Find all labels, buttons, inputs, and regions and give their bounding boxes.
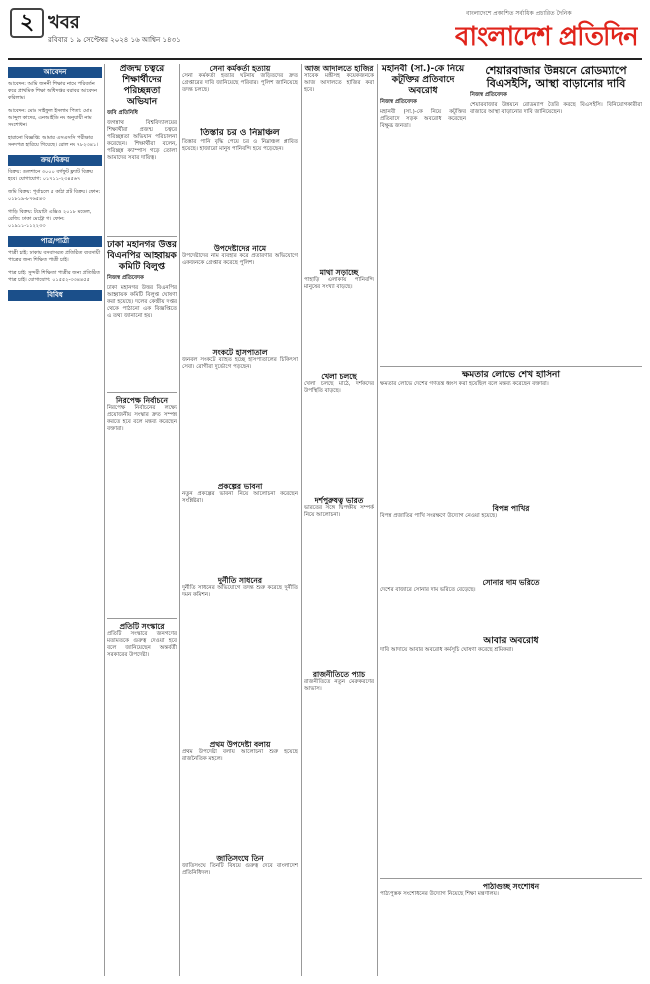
classifieds-column: [8, 64, 102, 976]
headline: দুর্নীতি সাধনের: [218, 576, 262, 585]
headline: নিরপেক্ষ নির্বাচনে: [115, 396, 169, 405]
body-text: প্রতিটি সংস্কারে জনগণের মতামতকে গুরুত্ব দেওয়া হবে বলে জানিয়েছেন অন্তর্বর্তী সরকারের উপদেষ্টা।: [107, 631, 177, 658]
article-neutral-election: [107, 396, 177, 616]
article-divider: [107, 392, 177, 393]
article-divider: [380, 878, 642, 879]
article-india: [304, 496, 374, 666]
issue-date: রবিবার ১ ৯ সেপ্টেম্বর ২০২৪ ১৬ আশ্বিন ১৪৩১: [48, 36, 181, 44]
body-text: সেনা কর্মকর্তা হত্যার ঘটনায় জড়িতদের দ্রুত গ্রেপ্তারের দাবি জানিয়েছে পরিবার। পুলিশ জানিয়েছে তদন্ত চলছে।: [182, 73, 298, 93]
body-text: ক্ষমতার লোভে দেশের গণতন্ত্র ধ্বংস করা হয়েছিল বলে মন্তব্য করেছেন বক্তারা।: [380, 381, 549, 387]
article-bnp-committee: [107, 240, 177, 390]
article-students-cleanup: [107, 64, 177, 234]
body-text: জাতিসংঘে তিনটি বিষয়ে গুরুত্ব দেবে বাংলাদেশ প্রতিনিধিদল।: [182, 863, 298, 876]
headline: উপদেষ্টাদের নামে: [213, 244, 267, 253]
article-chief-adviser: [182, 740, 298, 850]
tagline: বাংলাদেশে প্রকাশিত সর্বাধিক প্রচারিত দৈনিক: [466, 10, 572, 17]
article-un: [182, 854, 298, 976]
article-blockade: [380, 636, 642, 876]
headline: শেয়ারবাজার উন্নয়নে রোডম্যাপে বিএসইসি, আস্থা বাড়ানোর দাবি: [485, 64, 627, 90]
article-hasina: [380, 370, 642, 500]
headline: আজ আদালতে হাজির: [304, 64, 374, 73]
body-text: ঢাকা মহানগর উত্তর বিএনপির আহ্বায়ক কমিটি বিলুপ্ত ঘোষণা করা হয়েছে। দলের কেন্দ্রীয় দপ্তর থেকে পাঠানো এক বিজ্ঞপ্তিতে এ তথ্য জানানো হয়।: [107, 285, 177, 319]
section-title: খবর: [48, 12, 80, 33]
article-birds: [380, 504, 642, 574]
headline: খেলা চলছে: [321, 372, 357, 381]
body-text: দাবি আদায়ে আবার অবরোধ কর্মসূচি ঘোষণা করেছে শ্রমিকরা।: [380, 647, 514, 653]
byline: নিজস্ব প্রতিবেদক: [107, 275, 144, 281]
body-text: নতুন প্রকল্পের ভাবনা নিয়ে আলোচনা করেছেন সংশ্লিষ্টরা।: [182, 491, 298, 504]
column-divider: [377, 64, 378, 976]
body-text: তিস্তার পানি বৃদ্ধি পেয়ে চর ও নিম্নাঞ্চল প্লাবিত হয়েছে। হাজারো মানুষ পানিবন্দি হয়ে পড়েছেন।: [182, 139, 298, 152]
body-text: দুর্নীতি সাধনের অভিযোগে তদন্ত শুরু করেছে দুর্নীতি দমন কমিশন।: [182, 585, 298, 598]
headline: দর্শপুরুষত্ব ভারত: [314, 496, 364, 505]
classified-item: পাত্রী চাই: ঢাকায় বসবাসরত প্রতিষ্ঠিত ব্যবসায়ী পাত্রের জন্য শিক্ষিত পাত্রী চাই।: [8, 250, 101, 263]
article-textbook: [380, 882, 642, 976]
body-text: ভারতের সঙ্গে দ্বিপক্ষীয় সম্পর্ক নিয়ে আলোচনা।: [304, 505, 374, 518]
body-text: দেশের বাজারে সোনার দাম ভরিতে বেড়েছে।: [380, 587, 476, 593]
classified-header: আবেদন: [8, 67, 102, 78]
page-number: ২: [10, 8, 44, 38]
classified-header: ক্রয়/বিক্রয়: [8, 155, 102, 166]
body-text: জগন্নাথ বিশ্ববিদ্যালয়ের শিক্ষার্থীরা প্রজন্ম চত্বরে পরিচ্ছন্নতা অভিযান পরিচালনা করেছেন। শিক্ষার্থীরা বলেন, পরিচ্ছন্ন ক্যাম্পাস গড়ে তোলা আমাদের সবার দায়িত্ব।: [107, 120, 177, 161]
byline: নিজস্ব প্রতিবেদক: [380, 99, 417, 105]
body-text: শেয়ারবাজার উন্নয়নে রোডম্যাপ তৈরি করছে বিএসইসি। বিনিয়োগকারীরা বাজারে আস্থা বাড়ানোর দাবি জানিয়েছেন।: [470, 102, 642, 115]
column-divider: [104, 64, 105, 976]
headline: মহানবী (সা.)-কে নিয়ে কটূক্তির প্রতিবাদে অবরোধ: [381, 64, 465, 96]
headline: আবার অবরোধ: [483, 636, 539, 646]
body-text: উপদেষ্টাদের নাম ব্যবহার করে প্রতারণার অভিযোগে একজনকে গ্রেপ্তার করেছে পুলিশ।: [182, 253, 298, 266]
article-every-reform: [107, 622, 177, 976]
article-share-market: [470, 64, 642, 364]
body-text: মহানবী (সা.)-কে নিয়ে কটূক্তির প্রতিবাদে সড়ক অবরোধ করেছেন বিক্ষুব্ধ জনতা।: [380, 109, 466, 129]
article-teesta: [182, 128, 298, 240]
article-advisers-name: [182, 244, 298, 344]
body-text: পাহাড়ি এলাকায় পানিবন্দি মানুষের সংখ্যা বাড়ছে।: [304, 277, 374, 290]
headline: জাতিসংঘে তিন: [216, 854, 264, 863]
headline: সংকটে হাসপাতাল: [212, 348, 268, 357]
body-text: প্রথম উপদেষ্টা বলায় আলোচনা শুরু হয়েছে রাজনৈতিক মহলে।: [182, 749, 298, 762]
column-divider: [179, 64, 180, 976]
article-divider: [380, 366, 642, 367]
headline: রাজনীতিতে প্যাচ: [312, 670, 366, 679]
article-project: [182, 482, 298, 572]
article-gold-price: [380, 578, 642, 632]
article-divider: [107, 618, 177, 619]
masthead: [0, 0, 650, 58]
article-game: [304, 372, 374, 492]
headline: সোনার দাম ভরিতে: [482, 578, 540, 587]
article-army-officer: [182, 64, 298, 124]
headline: পাঠাগুচ্ছ সংশোধন: [482, 882, 540, 891]
headline: প্রকল্পের ভাবনা: [217, 482, 263, 491]
body-text: বিপন্ন প্রজাতির পাখি সংরক্ষণে উদ্যোগ নেওয়া হয়েছে।: [380, 513, 498, 519]
article-hill: [304, 268, 374, 368]
article-hospital-crisis: [182, 348, 298, 478]
headline: সেনা কর্মকর্তা হত্যায়: [209, 64, 271, 73]
headline: প্রথম উপদেষ্টা বলায়: [209, 740, 271, 749]
headline: ঢাকা মহানগর উত্তর বিএনপির আহ্বায়ক কমিটি বিলুপ্ত: [107, 240, 177, 272]
article-politics: [304, 670, 374, 976]
classified-item: গাড়ি বিক্রয়: টয়োটা এক্সিও ২০১৮ মডেল, রেজি: ঢাকা মেট্রো গ। ফোন: ০১৯১১-১১২২৩৩: [8, 209, 92, 229]
classified-header: পাত্র/পাত্রী: [8, 236, 102, 247]
classified-header: বিবিধ: [8, 290, 102, 301]
classified-item: হারানো বিজ্ঞপ্তি: আমার এসএসসি পরীক্ষার সনদপত্র হারিয়ে গিয়েছে। রোল নং ৭৮২৩৪১।: [8, 135, 98, 148]
body-text: নিরপেক্ষ নির্বাচনের লক্ষ্যে প্রয়োজনীয় সংস্কার দ্রুত সম্পন্ন করতে হবে বলে মন্তব্য করেছেন বক্তারা।: [107, 405, 177, 432]
classified-item: আবেদন: মোঃ সাইফুল ইসলাম পিতা: মোঃ আব্দুল কাদের, এনআইডি নং অনুযায়ী নাম সংশোধন।: [8, 108, 93, 128]
byline: নিজস্ব প্রতিবেদক: [470, 92, 507, 98]
headline: বিপন্ন পাখির: [492, 504, 530, 513]
body-text: পাঠ্যপুস্তক সংশোধনের উদ্যোগ নিয়েছে শিক্ষা মন্ত্রণালয়।: [380, 891, 499, 897]
header-rule: [8, 58, 642, 60]
headline: প্রজন্ম চত্বরে শিক্ষার্থীদের পরিচ্ছন্নতা অভিযান: [119, 64, 165, 107]
article-prophet-protest: [380, 64, 466, 264]
classified-item: জমি বিক্রয়: পূর্বাচলে ৫ কাঠা প্লট বিক্রয়। ফোন: ০১৮১৯-৮৭৬৫৪৩: [8, 189, 101, 202]
body-text: রাজনীতিতে নতুন মেরুকরণের আভাস।: [304, 679, 374, 692]
newspaper-logo: বাংলাদেশ প্রতিদিন: [455, 22, 638, 52]
headline: তিস্তার চর ও নিম্নাঞ্চল: [200, 128, 280, 138]
body-text: জনবল সংকটে ব্যাহত হচ্ছে হাসপাতালের চিকিৎসা সেবা। রোগীরা দুর্ভোগে পড়ছেন।: [182, 357, 298, 370]
body-text: সাবেক মন্ত্রীসহ কয়েকজনকে আজ আদালতে হাজির করা হবে।: [304, 73, 374, 93]
headline: মাথা সড়াচ্ছে: [319, 268, 359, 277]
classified-item: পাত্র চাই: সুন্দরী শিক্ষিতা পাত্রীর জন্য প্রতিষ্ঠিত পাত্র চাই। যোগাযোগ: ০১৫৫২-৩৩৪৪৫৫: [8, 270, 101, 283]
byline: জবি প্রতিনিধি: [107, 110, 138, 116]
article-corruption: [182, 576, 298, 736]
column-divider: [301, 64, 302, 976]
article-divider: [107, 236, 177, 237]
body-text: খেলা চলছে মাঠে, দর্শকদের উপস্থিতি বাড়ছে।: [304, 381, 374, 394]
article-court: [304, 64, 374, 264]
headline: প্রতিটি সংস্কারে: [119, 622, 165, 631]
classified-item: আবেদন: আমি জননী শিক্ষার নামে পরিবর্তন করে প্রাথমিক শিক্ষা অধিদপ্তর বরাবর আবেদন করিলাম।: [8, 81, 98, 101]
headline: ক্ষমতার লোভে শেখ হাসিনা: [461, 370, 561, 380]
classified-item: বিক্রয়: গুলশানে ৩০০০ বর্গফুট ফ্ল্যাট বিক্রয় হবে। যোগাযোগ: ০১৭১১-২৩৪৫৬৭: [8, 169, 93, 182]
